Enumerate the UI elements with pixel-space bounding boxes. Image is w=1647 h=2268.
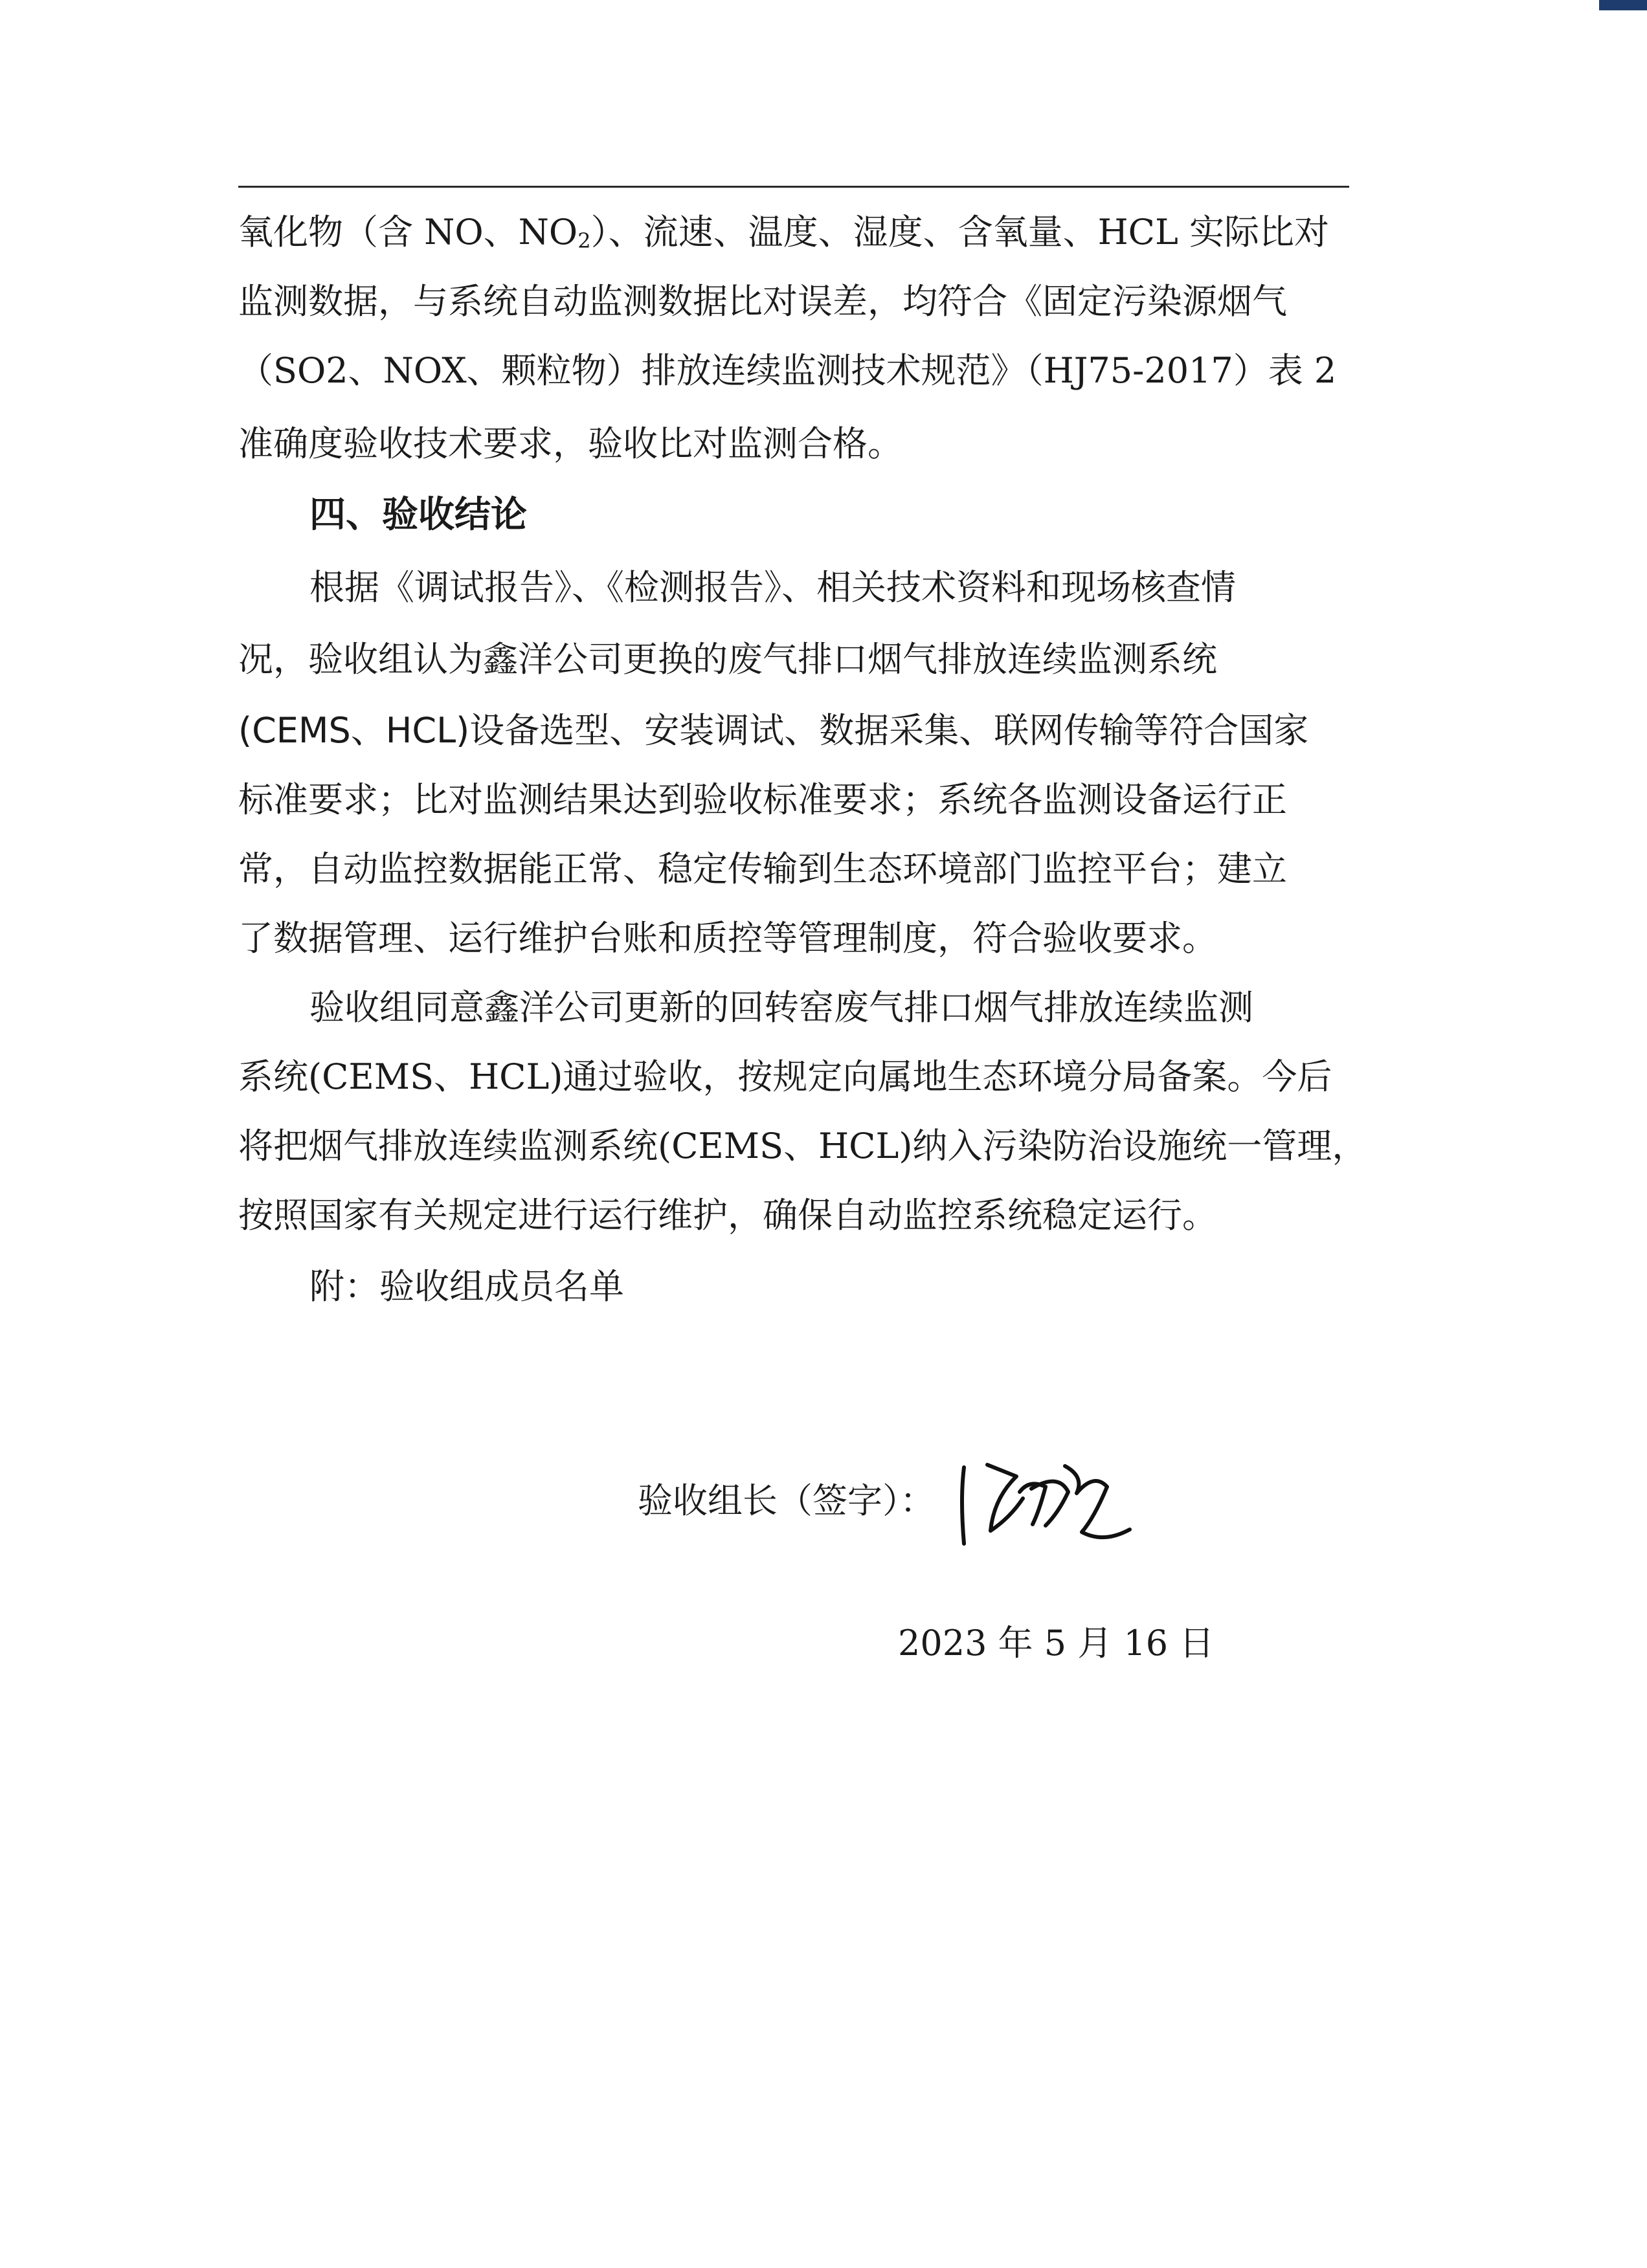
text-line: 准确度验收技术要求，验收比对监测合格。 — [238, 423, 902, 464]
header-rule — [238, 186, 1349, 188]
signature-label: 验收组长（签字）： — [638, 1480, 935, 1521]
text-line: 根据《调试报告》、《检测报告》、相关技术资料和现场核查情 — [309, 567, 1236, 608]
signature-mark — [955, 1453, 1136, 1563]
section-heading: 四、验收结论 — [309, 494, 527, 536]
text-line: 系统(CEMS、HCL)通过验收，按规定向属地生态环境分局备案。今后 — [238, 1056, 1332, 1097]
text-line: 按照国家有关规定进行运行维护，确保自动监控系统稳定运行。 — [238, 1195, 1217, 1236]
text-line: 了数据管理、运行维护台账和质控等管理制度，符合验收要求。 — [238, 918, 1217, 959]
scan-edge-mark — [1599, 0, 1647, 10]
text-line: 况，验收组认为鑫洋公司更换的废气排口烟气排放连续监测系统 — [238, 639, 1217, 680]
text-line: 标准要求；比对监测结果达到验收标准要求；系统各监测设备运行正 — [238, 779, 1287, 820]
document-date: 2023 年 5 月 16 日 — [898, 1623, 1215, 1663]
text-line: 常，自动监控数据能正常、稳定传输到生态环境部门监控平台；建立 — [238, 849, 1287, 889]
text-line: （SO2、NOX、颗粒物）排放连续监测技术规范》（HJ75-2017）表 2 — [238, 350, 1337, 391]
text-line: 将把烟气排放连续监测系统(CEMS、HCL)纳入污染防治设施统一管理， — [238, 1126, 1367, 1166]
text-line: 氧化物（含 NO、$NO_2$）、流速、温度、湿度、含氧量、HCL 实际比对 — [238, 212, 1330, 253]
attachment-note: 附：验收组成员名单 — [309, 1266, 624, 1307]
text-line: 监测数据，与系统自动监测数据比对误差，均符合《固定污染源烟气 — [238, 281, 1287, 322]
text-line: (CEMS、HCL)设备选型、安装调试、数据采集、联网传输等符合国家 — [238, 710, 1309, 751]
text-line: 验收组同意鑫洋公司更新的回转窑废气排口烟气排放连续监测 — [309, 987, 1253, 1028]
